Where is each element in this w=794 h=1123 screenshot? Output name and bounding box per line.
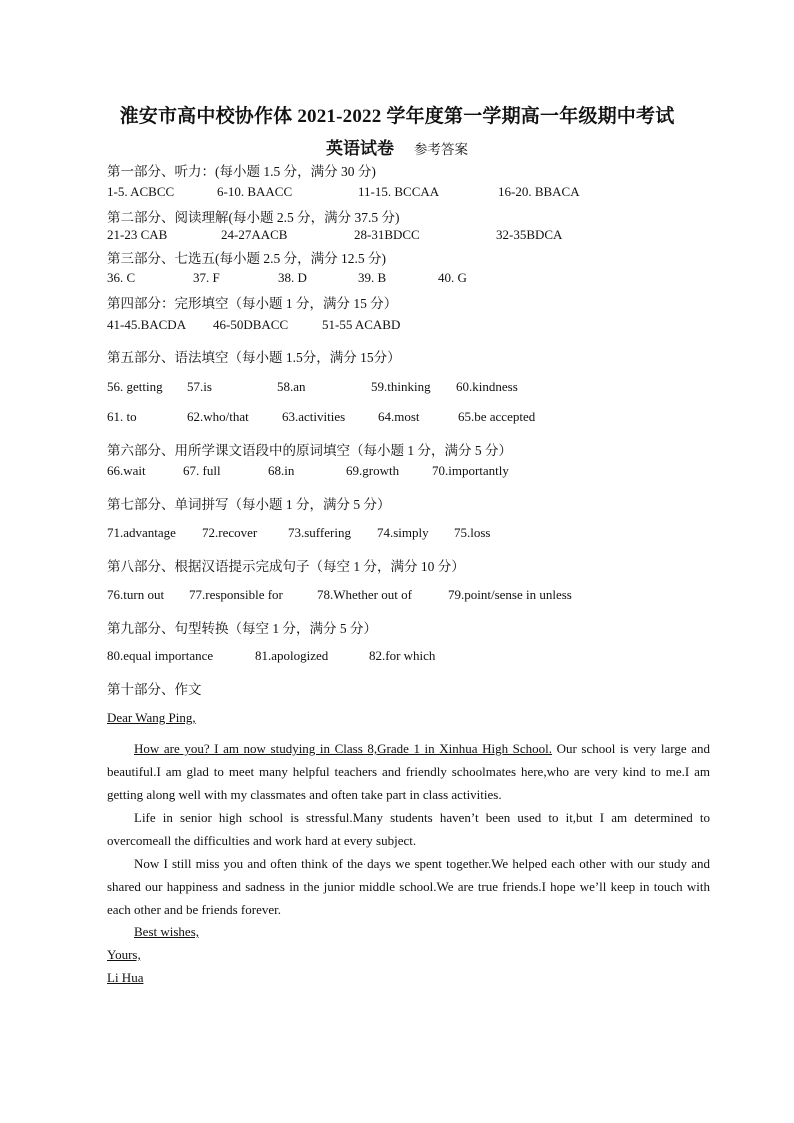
answer-item: 73.suffering xyxy=(288,525,351,540)
answer-item: 1-5. ACBCC xyxy=(107,184,175,199)
answer-item: 59.thinking xyxy=(371,379,431,394)
section-heading-translation: 第八部分、根据汉语提示完成句子（每空 1 分，满分 10 分） xyxy=(107,559,465,574)
letter-closing: Best wishes, xyxy=(134,924,199,939)
answer-item: 51-55 ACABD xyxy=(322,317,401,332)
letter-signature: Li Hua xyxy=(107,970,144,985)
underlined-sentence: How are you? I am now studying in Class 8,Grade 1 in Xinhua High School. xyxy=(134,741,553,756)
answer-item: 68.in xyxy=(268,463,295,478)
answer-item: 41-45.BACDA xyxy=(107,317,187,332)
answer-item: 28-31BDCC xyxy=(354,227,420,242)
answer-item: 76.turn out xyxy=(107,587,165,602)
answer-item: 56. getting xyxy=(107,379,163,394)
answer-item: 38. D xyxy=(278,270,307,285)
section-heading-cloze: 第四部分：完形填空（每小题 1 分，满分 15 分） xyxy=(107,296,398,311)
answer-item: 71.advantage xyxy=(107,525,176,540)
answer-item: 75.loss xyxy=(454,525,491,540)
answer-item: 58.an xyxy=(277,379,306,394)
answer-key-tag: 参考答案 xyxy=(414,142,468,157)
answer-item: 82.for which xyxy=(369,648,436,663)
answer-item: 72.recover xyxy=(202,525,258,540)
letter-paragraph: Life in senior high school is stressful.Many students haven’t been used to it,but I am determined to overcomeall the difficulties and work hard at every subject. xyxy=(107,810,710,848)
exam-title: 淮安市高中校协作体 2021-2022 学年度第一学期高一年级期中考试 xyxy=(119,106,675,127)
answer-item: 57.is xyxy=(187,379,212,394)
answer-item: 74.simply xyxy=(377,525,429,540)
letter-greeting: Dear Wang Ping, xyxy=(107,710,196,725)
answer-item: 60.kindness xyxy=(456,379,518,394)
section-heading-grammar: 第五部分、语法填空（每小题 1.5分，满分 15分） xyxy=(107,350,401,365)
answer-item: 80.equal importance xyxy=(107,648,214,663)
answer-item: 64.most xyxy=(378,409,420,424)
section-heading-text-fill: 第六部分、用所学课文语段中的原词填空（每小题 1 分，满分 5 分） xyxy=(107,443,512,458)
section-heading-spelling: 第七部分、单词拼写（每小题 1 分，满分 5 分） xyxy=(107,497,391,512)
exam-subtitle xyxy=(0,134,794,159)
letter-body xyxy=(107,737,710,921)
answer-item: 69.growth xyxy=(346,463,400,478)
answer-item: 46-50DBACC xyxy=(213,317,289,332)
answer-item: 78.Whether out of xyxy=(317,587,412,602)
answer-item: 65.be accepted xyxy=(458,409,536,424)
answer-item: 79.point/sense in unless xyxy=(448,587,572,602)
answer-item: 32-35BDCA xyxy=(496,227,563,242)
answer-item: 81.apologized xyxy=(255,648,329,663)
answer-item: 70.importantly xyxy=(432,463,509,478)
subject-label: 英语试卷 xyxy=(326,139,394,158)
answer-item: 39. B xyxy=(358,270,387,285)
answer-item: 37. F xyxy=(193,270,220,285)
section-heading-writing: 第十部分、作文 xyxy=(107,682,202,697)
answer-item: 62.who/that xyxy=(187,409,249,424)
letter-paragraph xyxy=(107,737,710,806)
answer-item: 63.activities xyxy=(282,409,346,424)
answer-item: 21-23 CAB xyxy=(107,227,168,242)
answer-item: 77.responsible for xyxy=(189,587,283,602)
section-heading-seven-choose-five: 第三部分、七选五(每小题 2.5 分，满分 12.5 分) xyxy=(107,251,386,266)
answer-item: 40. G xyxy=(438,270,467,285)
section-heading-transformation: 第九部分、句型转换（每空 1 分，满分 5 分） xyxy=(107,621,377,636)
answer-item: 67. full xyxy=(183,463,221,478)
answer-item: 11-15. BCCAA xyxy=(358,184,440,199)
answer-item: 6-10. BAACC xyxy=(217,184,293,199)
letter-signoff: Yours, xyxy=(107,947,141,962)
answer-item: 66.wait xyxy=(107,463,146,478)
section-heading-reading: 第二部分、阅读理解(每小题 2.5 分，满分 37.5 分) xyxy=(107,210,400,225)
answer-item: 61. to xyxy=(107,409,137,424)
section-heading-listening: 第一部分、听力：(每小题 1.5 分，满分 30 分) xyxy=(107,164,376,179)
answer-item: 24-27AACB xyxy=(221,227,288,242)
paragraph-text: Our school is very large and beautiful.I am glad to meet many helpful teachers and friendly schoolmates here,who are very kind to me.I am getting along well with my classmates and often take part in class activities. xyxy=(107,741,710,802)
letter-paragraph: Now I still miss you and often think of the days we spent together.We helped each other with our study and shared our happiness and sadness in the junior middle school.We are true friends.I hope we’ll keep in touch with each other and be friends forever. xyxy=(107,856,710,917)
answer-item: 36. C xyxy=(107,270,136,285)
answer-item: 16-20. BBACA xyxy=(498,184,580,199)
